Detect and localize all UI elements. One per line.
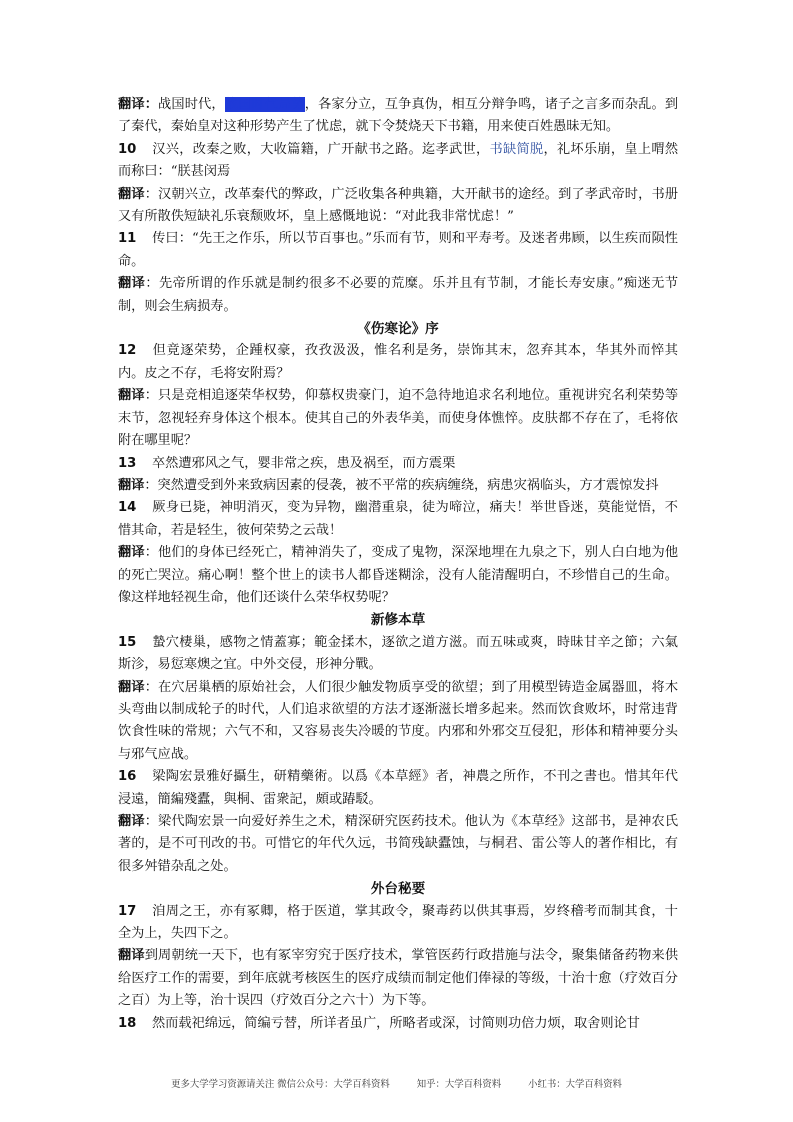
paragraph-number: 13 bbox=[118, 455, 137, 471]
translation-paragraph: 翻译：只是竞相追逐荣华权势，仰慕权贵豪门，迫不急待地追求名利地位。重视讲究名利荣势等末节，忽视轻弃身体这个根本。使其自己的外表华美，而使身体憔悴。皮肤都不存在了，毛将依附在哪里呢？ bbox=[118, 388, 679, 449]
translation-label: 翻译 bbox=[118, 477, 145, 493]
translation-paragraph: 翻译：梁代陶宏景一向爱好养生之术，精深研究医药技术。他认为《本草经》这部书，是神农氏著的，是不可刊改的书。可惜它的年代久远，书简残缺蠹蚀，与桐君、雷公等人的著作相比，有很多舛错杂乱之处。 bbox=[118, 814, 679, 874]
translation-label: 翻译 bbox=[118, 679, 145, 695]
footer-zhihu: 知乎：大学百科资料 bbox=[416, 1079, 502, 1090]
translation-label: 翻译 bbox=[118, 186, 145, 202]
translation-paragraph: 翻译：在穴居巢栖的原始社会，人们很少触发物质享受的欲望；到了用模型铸造金属器皿，将木头弯曲以制成轮子的时代，人们追求欲望的方法才逐渐滋长增多起来。然而饮食败坏，时常违背饮食性味的常规；六气不和，又容易丧失冷暖的节度。内邪和外邪交互侵犯，形体和精神要分头与邪气应战。 bbox=[118, 679, 679, 762]
section-heading: 《伤寒论》序 bbox=[357, 321, 439, 338]
source-paragraph-13: 13 卒然遭邪风之气，婴非常之疾，患及祸至，而方震栗 bbox=[118, 453, 678, 475]
source-paragraph-17: 17 洎周之王，亦有冢卿，格于医道，掌其政令，聚毒药以供其事焉，岁终稽考而制其食，十全为上，失四下之。 bbox=[118, 901, 678, 946]
paragraph-number: 10 bbox=[118, 141, 137, 157]
section-heading: 新修本草 bbox=[370, 612, 426, 629]
paragraph-number: 12 bbox=[118, 343, 137, 359]
source-paragraph-18: 18 然而载祀绵远，简编亏替，所详者虽广，所略者或深，讨简则功倍力烦，取舍则论甘 bbox=[118, 1013, 678, 1035]
document-body bbox=[118, 94, 678, 1035]
footer-xiaohongshu: 小红书：大学百科资料 bbox=[528, 1079, 622, 1090]
paragraph-number: 14 bbox=[118, 500, 137, 516]
source-paragraph-14: 14 厥身已毙，神明消灭，变为异物，幽潜重泉，徒为啼泣，痛夫！举世昏迷，莫能觉悟，不惜其命，若是轻生，彼何荣势之云哉！ bbox=[118, 497, 678, 542]
translation-paragraph: 翻译到周朝统一天下，也有冢宰穷究于医疗技术，掌管医药行政措施与法令，聚集储备药物来供给医疗工作的需要，到年底就考核医生的医疗成绩而制定他们俸禄的等级，十治十愈（疗效百分之百）为上等，治十误四（疗效百分之六十）为下等。 bbox=[118, 948, 679, 1009]
paragraph-number: 16 bbox=[118, 769, 137, 785]
source-paragraph-12: 12 但竟逐荣势，企踵权豪，孜孜汲汲，惟名利是务，崇饰其末，忽弃其本，华其外而悴其内。皮之不存，毛将安附焉？ bbox=[118, 340, 678, 385]
source-paragraph-16: 16 梁陶宏景雅好攝生，研精藥術。以爲《本草經》者，神農之所作，不刊之書也。惜其年代浸遠，簡編殘蠹，與桐、雷衆記，頗或踳駁。 bbox=[118, 766, 678, 811]
translation-paragraph: 翻译：汉朝兴立，改革秦代的弊政，广泛收集各种典籍，大开献书的途经。到了孝武帝时，书册又有所散佚短缺礼乐衰颓败坏，皇上感慨地说：“对此我非常忧虑！” bbox=[118, 186, 679, 225]
source-paragraph-15: 15 蟄穴棲巢，感物之情蓋寡；範金揉木，逐欲之道方滋。而五味或爽，時昧甘辛之節；六氣斯沴，易愆寒燠之宜。中外交侵，形神分戰。 bbox=[118, 632, 678, 677]
paragraph-number: 18 bbox=[118, 1015, 137, 1031]
paragraph-number: 11 bbox=[118, 231, 137, 247]
translation-label: 翻译 bbox=[118, 948, 145, 964]
translation-paragraph: 翻译：突然遭受到外来致病因素的侵袭，被不平常的疾病缠绕，病患灾祸临头，方才震惊发抖 bbox=[118, 477, 659, 493]
translation-label: 翻译 bbox=[118, 388, 145, 404]
highlighted-text[interactable]: 战国时代局势 bbox=[224, 97, 305, 112]
inline-link[interactable]: 书缺简脱 bbox=[489, 141, 544, 157]
paragraph-number: 15 bbox=[118, 634, 137, 650]
translation-paragraph: 翻译：战国时代，战国时代局势，各家分立，互争真伪，相互分辩争鸣，诸子之言多而杂乱。到了秦代，秦始皇对这种形势产生了忧虑，就下令焚烧天下书籍，用来使百姓愚昧无知。 bbox=[118, 97, 679, 135]
source-paragraph-10: 10 汉兴，改秦之败，大收篇籍，广开献书之路。迄孝武世，书缺简脱，礼坏乐崩，皇上喟然而称曰：“朕甚闵焉 bbox=[118, 139, 678, 184]
translation-label: 翻译 bbox=[118, 814, 145, 829]
footer-wechat: 更多大学学习资源请关注 微信公众号：大学百科资料 bbox=[171, 1079, 390, 1090]
source-paragraph-11: 11 传曰：“先王之作乐，所以节百事也。”乐而有节，则和平寿考。及迷者弗顾，以生疾而陨性命。 bbox=[118, 228, 678, 273]
section-heading: 外台秘要 bbox=[370, 881, 426, 898]
translation-paragraph: 翻译：先帝所谓的作乐就是制约很多不必要的荒糜。乐并且有节制，才能长寿安康。”痴迷无节制，则会生病损寿。 bbox=[118, 276, 678, 314]
translation-label: 翻译 bbox=[118, 545, 145, 561]
translation-paragraph: 翻译：他们的身体已经死亡，精神消失了，变成了鬼物，深深地埋在九泉之下，别人白白地为他的死亡哭泣。痛心啊！整个世上的读书人都昏迷糊涂，没有人能清醒明白，不珍惜自己的生命。像这样地轻视生命，他们还谈什么荣华权势呢？ bbox=[118, 545, 679, 605]
translation-label: 翻译 bbox=[118, 276, 146, 292]
translation-label: 翻译 bbox=[118, 97, 145, 112]
page-footer bbox=[0, 1076, 793, 1090]
paragraph-number: 17 bbox=[118, 903, 137, 919]
